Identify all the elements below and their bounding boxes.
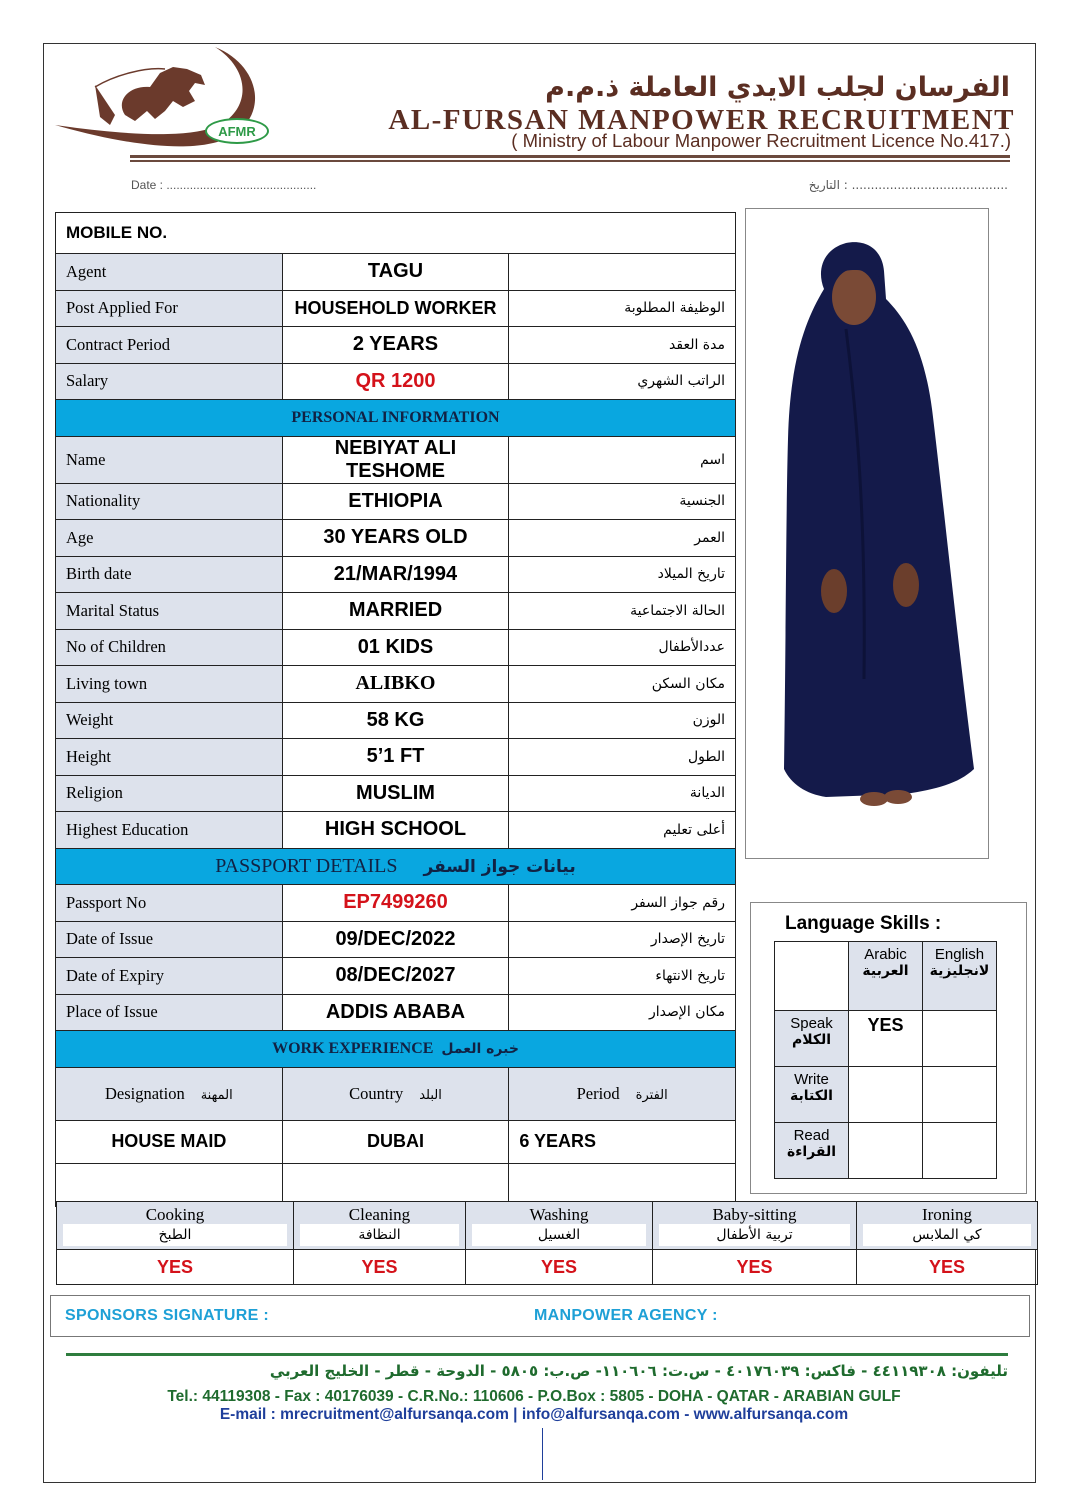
cleaning-value: YES: [294, 1250, 466, 1285]
header-arabic: الفترة: [635, 1087, 668, 1103]
row-label: Age: [56, 520, 283, 557]
contract-period-value: 2 YEARS: [282, 327, 509, 364]
biodata-table: [55, 212, 736, 1207]
country-value: DUBAI: [282, 1120, 509, 1163]
table-row: [775, 1011, 997, 1067]
header-arabic: البلد: [419, 1087, 442, 1103]
row-label-arabic: الديانة: [509, 775, 736, 812]
ironing-header: [857, 1202, 1038, 1250]
country-value: [282, 1163, 509, 1206]
header-english: Country: [349, 1083, 404, 1103]
header-english: Designation: [104, 1083, 185, 1103]
row-label: Agent: [56, 254, 283, 291]
cooking-value: YES: [57, 1250, 294, 1285]
skill-english: Ironing: [921, 1205, 973, 1224]
row-label-arabic: الطول: [509, 739, 736, 776]
skill-arabic: الطبخ: [63, 1224, 287, 1246]
row-label: Place of Issue: [56, 994, 283, 1031]
read-arabic-value: [849, 1123, 923, 1179]
issue-date-value: 09/DEC/2022: [282, 921, 509, 958]
designation-value: HOUSE MAID: [56, 1120, 283, 1163]
children-value: 01 KIDS: [282, 629, 509, 666]
agent-value: TAGU: [282, 254, 509, 291]
table-row: [56, 1120, 736, 1163]
row-label-arabic: تاريخ الإصدار: [509, 921, 736, 958]
table-row: [56, 290, 736, 327]
row-label: Post Applied For: [56, 290, 283, 327]
table-row: [56, 254, 736, 291]
skill-english: Baby-sitting: [712, 1205, 797, 1224]
salary-value: QR 1200: [282, 363, 509, 400]
person-photo-icon: [746, 209, 989, 859]
table-row: [775, 1123, 997, 1179]
date-field-arabic: التاريخ : .........................................: [808, 178, 1008, 192]
candidate-photo: [745, 208, 989, 859]
skill-english: Cooking: [145, 1205, 205, 1224]
column-english: Arabic: [864, 946, 907, 963]
table-row: [56, 483, 736, 520]
english-column-header: [923, 942, 997, 1011]
row-label-arabic: تاريخ الانتهاء: [509, 958, 736, 995]
row-label-arabic: اسم: [509, 436, 736, 483]
skill-english: Washing: [529, 1205, 589, 1224]
row-english: Write: [794, 1071, 829, 1088]
row-label-arabic: العمر: [509, 520, 736, 557]
passport-number-value: EP7499260: [282, 885, 509, 922]
table-row: [56, 702, 736, 739]
footer-divider: [66, 1353, 1008, 1356]
age-value: 30 YEARS OLD: [282, 520, 509, 557]
row-english: Read: [793, 1127, 830, 1144]
write-english-value: [923, 1067, 997, 1123]
passport-details-heading: [56, 848, 736, 885]
speak-row-header: [775, 1011, 849, 1067]
work-header-row: [56, 1067, 736, 1120]
row-english: Speak: [790, 1015, 833, 1032]
household-skills-table: [56, 1201, 1038, 1285]
row-label-arabic: رقم جواز السفر: [509, 885, 736, 922]
table-row: [56, 363, 736, 400]
read-row-header: [775, 1123, 849, 1179]
row-label-arabic: [509, 254, 736, 291]
name-value: NEBIYAT ALI TESHOME: [282, 436, 509, 483]
arabic-column-header: [849, 942, 923, 1011]
table-row: [56, 593, 736, 630]
row-label-arabic: الراتب الشهري: [509, 363, 736, 400]
skill-arabic: الغسيل: [472, 1224, 646, 1246]
washing-header: [466, 1202, 653, 1250]
table-row: [56, 327, 736, 364]
table-row: [56, 739, 736, 776]
period-value: 6 YEARS: [509, 1120, 736, 1163]
birth-date-value: 21/MAR/1994: [282, 556, 509, 593]
table-row: [56, 556, 736, 593]
footer-vertical-line: [542, 1428, 543, 1480]
mobile-number-label: MOBILE NO.: [56, 213, 736, 254]
row-arabic: الكتابة: [790, 1088, 833, 1104]
row-label: Name: [56, 436, 283, 483]
table-row: [56, 812, 736, 849]
company-name-english: AL-FURSAN MANPOWER RECRUITMENT: [388, 104, 1015, 136]
table-row: [56, 994, 736, 1031]
period-value: [509, 1163, 736, 1206]
skill-english: Cleaning: [348, 1205, 411, 1224]
cooking-header: [57, 1202, 294, 1250]
babysitting-value: YES: [653, 1250, 857, 1285]
education-value: HIGH SCHOOL: [282, 812, 509, 849]
read-english-value: [923, 1123, 997, 1179]
row-label: Birth date: [56, 556, 283, 593]
row-label: Marital Status: [56, 593, 283, 630]
living-town-value: ALIBKO: [282, 666, 509, 703]
language-skills-panel: [750, 902, 1027, 1194]
cleaning-header: [294, 1202, 466, 1250]
sponsor-signature-label: SPONSORS SIGNATURE :: [65, 1307, 269, 1324]
speak-arabic-value: YES: [849, 1011, 923, 1067]
table-row: [56, 520, 736, 557]
post-applied-value: HOUSEHOLD WORKER: [282, 290, 509, 327]
skill-arabic: النظافة: [300, 1224, 459, 1246]
row-label-arabic: مكان الإصدار: [509, 994, 736, 1031]
row-label: Contract Period: [56, 327, 283, 364]
skills-value-row: [57, 1250, 1038, 1285]
row-label-arabic: الحالة الاجتماعية: [509, 593, 736, 630]
designation-header: [56, 1067, 283, 1120]
marital-status-value: MARRIED: [282, 593, 509, 630]
weight-value: 58 KG: [282, 702, 509, 739]
header-divider: [130, 155, 1010, 158]
babysitting-header: [653, 1202, 857, 1250]
table-row: [56, 1163, 736, 1206]
row-label: Highest Education: [56, 812, 283, 849]
personal-info-heading: PERSONAL INFORMATION: [56, 400, 736, 437]
row-label-arabic: الوزن: [509, 702, 736, 739]
row-label: Living town: [56, 666, 283, 703]
row-arabic: القراءة: [786, 1144, 837, 1160]
language-skills-title: Language Skills :: [785, 913, 942, 934]
column-arabic: لانجليزية: [929, 963, 990, 979]
table-row: [56, 629, 736, 666]
row-label: Nationality: [56, 483, 283, 520]
row-label: Weight: [56, 702, 283, 739]
row-label-arabic: الوظيفة المطلوبة: [509, 290, 736, 327]
designation-value: [56, 1163, 283, 1206]
table-row: [56, 775, 736, 812]
ironing-value: YES: [857, 1250, 1038, 1285]
row-label-arabic: مدة العقد: [509, 327, 736, 364]
footer-email-web: E-mail : mrecruitment@alfursanqa.com | info@alfursanqa.com - www.alfursanqa.com: [219, 1406, 849, 1423]
skills-header-row: [57, 1202, 1038, 1250]
row-label-arabic: الجنسية: [509, 483, 736, 520]
date-field-english: Date : .............................................: [131, 178, 317, 192]
row-label: Passport No: [56, 885, 283, 922]
company-name-arabic: الفرسان لجلب الايدي العاملة ذ.م.م: [545, 72, 1010, 103]
row-label-arabic: تاريخ الميلاد: [509, 556, 736, 593]
row-label: Date of Issue: [56, 921, 283, 958]
afmr-badge: AFMR: [205, 118, 269, 144]
skill-arabic: تربية الأطفال: [659, 1224, 850, 1246]
table-row: [56, 921, 736, 958]
column-english: English: [934, 946, 985, 963]
speak-english-value: [923, 1011, 997, 1067]
footer-contact-arabic: تليفون: ٤٤١١٩٣٠٨ - فاكس: ٤٠١٧٦٠٣٩ - س.ت: ١١٠٦٠٦- ص.ب: ٥٨٠٥ - الدوحة - قطر - الخليج العربي: [269, 1362, 1008, 1380]
language-skills-table: [774, 941, 997, 1179]
corner-cell: [775, 942, 849, 1011]
licence-text: ( Ministry of Labour Manpower Recruitment Licence No.417.): [511, 130, 1011, 151]
passport-heading-arabic: بيانات جواز السفر: [423, 856, 576, 877]
column-arabic: العربية: [862, 963, 909, 979]
manpower-agency-label: MANPOWER AGENCY :: [534, 1307, 718, 1324]
row-label: Height: [56, 739, 283, 776]
nationality-value: ETHIOPIA: [282, 483, 509, 520]
row-label: Religion: [56, 775, 283, 812]
row-label: Salary: [56, 363, 283, 400]
passport-heading-english: PASSPORT DETAILS: [215, 854, 398, 877]
height-value: 5’1 FT: [282, 739, 509, 776]
table-row: [56, 436, 736, 483]
signature-box: [50, 1295, 1030, 1337]
skill-arabic: كي الملابس: [863, 1224, 1031, 1246]
header-english: Period: [576, 1083, 620, 1103]
work-heading-arabic: خبره العمل: [441, 1040, 519, 1057]
row-label-arabic: عددالأطفال: [509, 629, 736, 666]
row-label: No of Children: [56, 629, 283, 666]
washing-value: YES: [466, 1250, 653, 1285]
row-label-arabic: مكان السكن: [509, 666, 736, 703]
footer-contact-english: Tel.: 44119308 - Fax : 40176039 - C.R.No.: 110606 - P.O.Box : 5805 - DOHA - QATAR - ARABIAN GULF: [167, 1388, 901, 1405]
country-header: [282, 1067, 509, 1120]
work-experience-heading: [56, 1031, 736, 1068]
row-label: Date of Expiry: [56, 958, 283, 995]
table-row: [775, 1067, 997, 1123]
table-row: [56, 666, 736, 703]
place-of-issue-value: ADDIS ABABA: [282, 994, 509, 1031]
table-row: [56, 885, 736, 922]
write-row-header: [775, 1067, 849, 1123]
period-header: [509, 1067, 736, 1120]
row-label-arabic: أعلى تعليم: [509, 812, 736, 849]
expiry-date-value: 08/DEC/2027: [282, 958, 509, 995]
row-arabic: الكلام: [791, 1032, 832, 1048]
work-heading-english: WORK EXPERIENCE: [272, 1039, 434, 1057]
religion-value: MUSLIM: [282, 775, 509, 812]
header-divider-thin: [130, 160, 1010, 162]
header-arabic: المهنة: [200, 1087, 233, 1103]
write-arabic-value: [849, 1067, 923, 1123]
table-row: [56, 958, 736, 995]
